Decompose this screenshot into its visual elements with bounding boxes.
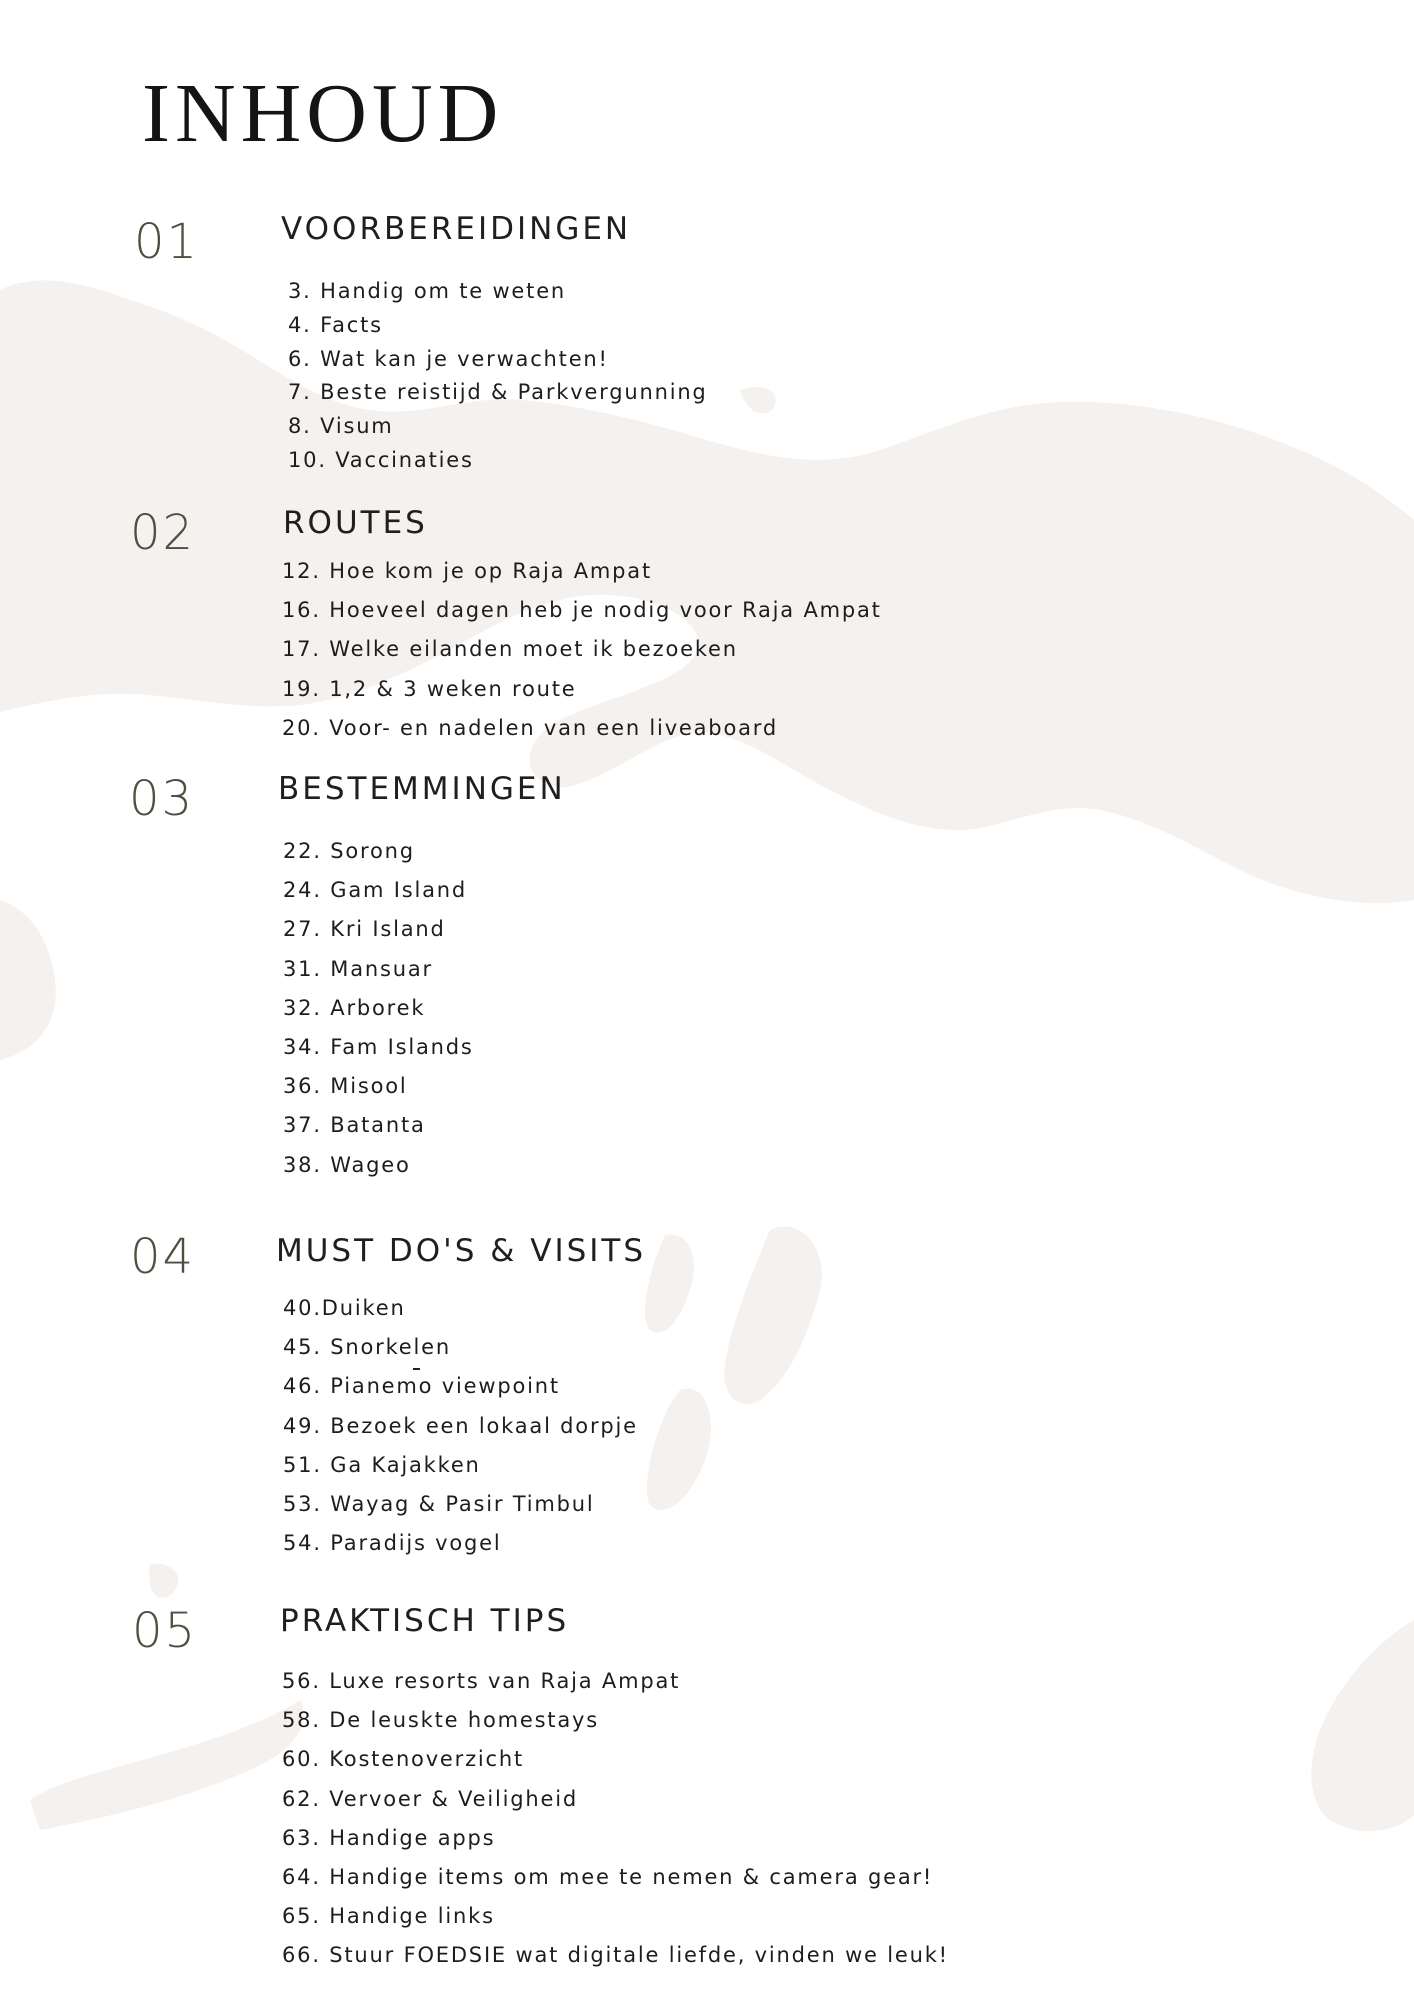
- toc-entry[interactable]: 53. Wayag & Pasir Timbul: [283, 1492, 595, 1517]
- toc-entry[interactable]: 34. Fam Islands: [283, 1035, 474, 1060]
- toc-entry[interactable]: 40.Duiken: [283, 1296, 406, 1320]
- section-items: [283, 832, 474, 1185]
- toc-entry[interactable]: 66. Stuur FOEDSIE wat digitale liefde, vinden we leuk!: [282, 1943, 949, 1968]
- section-items: [288, 275, 708, 478]
- toc-entry[interactable]: 4. Facts: [288, 312, 383, 337]
- page-title: INHOUD: [142, 67, 504, 160]
- toc-entry[interactable]: 32. Arborek: [283, 995, 426, 1020]
- toc-entry[interactable]: 62. Vervoer & Veiligheid: [282, 1786, 578, 1811]
- section-title: MUST DO'S & VISITS: [276, 1233, 647, 1269]
- section-title: BESTEMMINGEN: [278, 771, 566, 807]
- section-title: ROUTES: [283, 505, 428, 541]
- section-items: [283, 1289, 638, 1563]
- toc-entry[interactable]: 37. Batanta: [283, 1113, 426, 1138]
- section-items: [282, 1662, 949, 1976]
- section-number: 04: [130, 1229, 196, 1285]
- toc-entry[interactable]: 46. Pianemo viewpoint: [283, 1374, 560, 1399]
- toc-entry[interactable]: 38. Wageo: [283, 1152, 411, 1177]
- toc-entry[interactable]: 20. Voor- en nadelen van een liveaboard: [282, 715, 778, 740]
- toc-entry[interactable]: 51. Ga Kajakken: [283, 1452, 481, 1477]
- toc-entry[interactable]: 54. Paradijs vogel: [283, 1531, 502, 1556]
- section-items: [282, 552, 882, 748]
- section-number: 02: [130, 505, 196, 561]
- toc-entry[interactable]: 65. Handige links: [282, 1904, 495, 1929]
- toc-entry[interactable]: 19. 1,2 & 3 weken route: [282, 676, 577, 701]
- toc-entry[interactable]: 45. Snorkelen: [283, 1335, 451, 1360]
- toc-entry[interactable]: 31. Mansuar: [283, 956, 433, 981]
- toc-entry[interactable]: 49. Bezoek een lokaal dorpje: [283, 1413, 638, 1438]
- section-number: 03: [129, 771, 195, 827]
- section-number: 05: [132, 1603, 198, 1659]
- stray-mark: [413, 1368, 420, 1370]
- toc-entry[interactable]: 16. Hoeveel dagen heb je nodig voor Raja Ampat: [282, 598, 882, 623]
- toc-entry[interactable]: 60. Kostenoverzicht: [282, 1747, 525, 1772]
- toc-entry[interactable]: 24. Gam Island: [283, 878, 468, 903]
- toc-entry[interactable]: 8. Visum: [288, 414, 394, 439]
- section-number: 01: [134, 214, 200, 270]
- toc-entry[interactable]: 7. Beste reistijd & Parkvergunning: [288, 380, 708, 405]
- toc-entry[interactable]: 63. Handige apps: [282, 1825, 496, 1850]
- toc-entry[interactable]: 17. Welke eilanden moet ik bezoeken: [282, 637, 738, 662]
- toc-entry[interactable]: 27. Kri Island: [283, 917, 446, 942]
- toc-entry[interactable]: 56. Luxe resorts van Raja Ampat: [282, 1669, 681, 1693]
- toc-entry[interactable]: 64. Handige items om mee te nemen & camera gear!: [282, 1865, 934, 1890]
- toc-entry[interactable]: 6. Wat kan je verwachten!: [288, 346, 609, 371]
- toc-entry[interactable]: 10. Vaccinaties: [288, 447, 474, 472]
- toc-entry[interactable]: 36. Misool: [283, 1074, 408, 1099]
- toc-entry[interactable]: 12. Hoe kom je op Raja Ampat: [282, 559, 653, 583]
- toc-entry[interactable]: 3. Handig om te weten: [288, 279, 567, 303]
- section-title: PRAKTISCH TIPS: [280, 1603, 570, 1639]
- section-title: VOORBEREIDINGEN: [281, 211, 632, 247]
- toc-entry[interactable]: 58. De leuskte homestays: [282, 1708, 599, 1733]
- toc-entry[interactable]: 22. Sorong: [283, 839, 415, 863]
